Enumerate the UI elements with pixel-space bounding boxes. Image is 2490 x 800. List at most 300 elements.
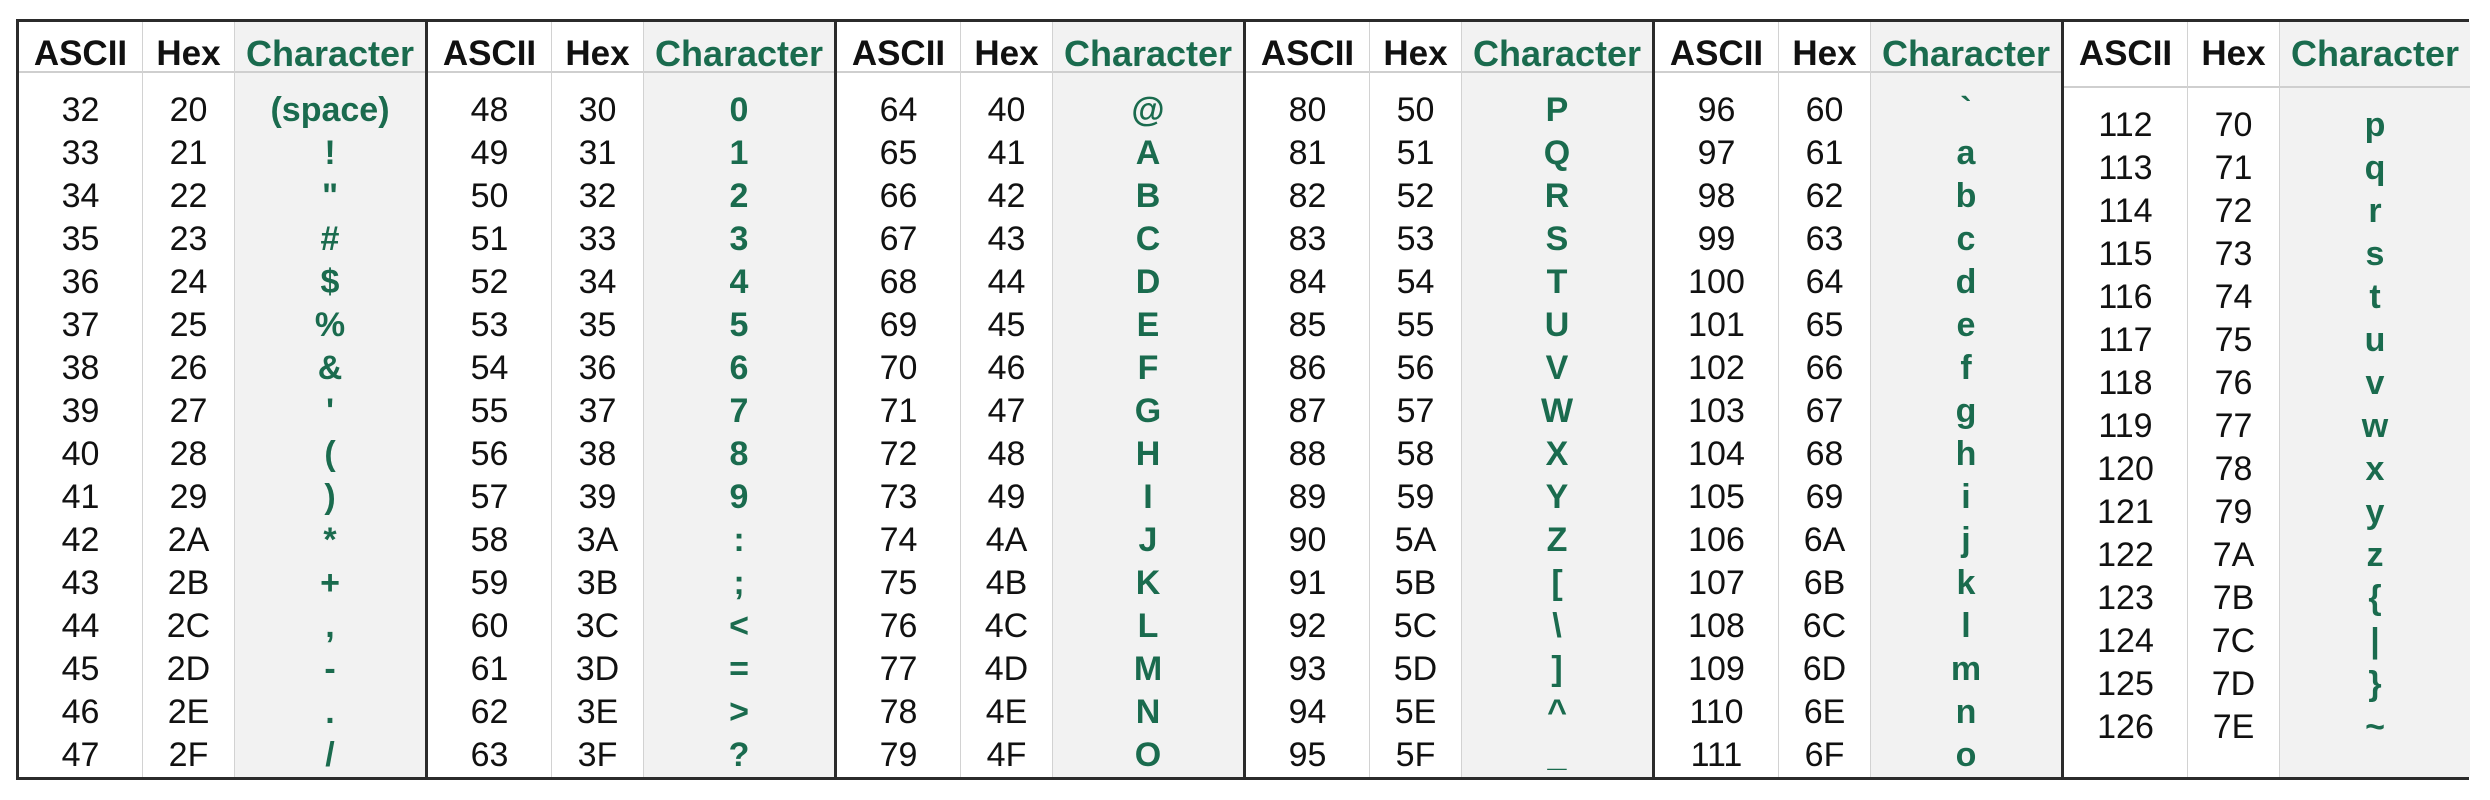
hex-cell: 24 [169,263,208,301]
char-cell: T [1546,263,1568,301]
column-header-ascii: ASCII [1246,22,1369,73]
char-cell: + [320,564,340,602]
hex-cell: 2A [167,521,210,559]
hex-cell: 5E [1394,693,1437,731]
column-body [1871,73,2061,777]
hex-cell: 68 [1805,435,1844,473]
hex-cell: 5C [1393,607,1438,645]
column-char [2280,22,2470,777]
ascii-cell: 38 [61,349,100,387]
hex-cell: 58 [1396,435,1435,473]
char-cell: J [1138,521,1158,559]
ascii-cell: 92 [1288,607,1327,645]
hex-cell: 74 [2214,278,2253,316]
column-header-hex: Hex [961,22,1052,73]
hex-cell: 70 [2214,106,2253,144]
ascii-cell: 76 [879,607,918,645]
char-cell: _ [1547,736,1567,774]
hex-cell: 61 [1805,134,1844,172]
char-cell: Y [1545,478,1569,516]
column-char [1053,22,1243,777]
ascii-cell: 126 [2097,708,2154,746]
char-cell: (space) [270,91,390,129]
char-cell: c [1956,220,1976,258]
char-cell: # [320,220,340,258]
char-cell: j [1961,521,1971,559]
ascii-cell: 83 [1288,220,1327,258]
column-header-char: Character [2280,22,2470,88]
column-header-char: Character [235,22,425,73]
column-char [1871,22,2061,777]
ascii-cell: 115 [2098,235,2153,273]
char-cell: y [2365,493,2385,531]
ascii-cell: 111 [1690,736,1743,774]
char-cell: e [1956,306,1976,344]
char-cell: , [325,607,335,645]
column-ascii [1655,22,1779,777]
char-cell: f [1960,349,1972,387]
char-cell: : [733,521,745,559]
ascii-cell: 75 [879,564,918,602]
ascii-cell: 97 [1697,134,1736,172]
ascii-cell: 80 [1288,91,1327,129]
char-cell: ' [325,392,335,430]
char-cell: M [1133,650,1163,688]
hex-cell: 48 [987,435,1026,473]
ascii-cell: 93 [1288,650,1327,688]
column-char [235,22,425,777]
ascii-cell: 86 [1288,349,1327,387]
column-hex [1779,22,1871,777]
char-cell: P [1545,91,1569,129]
char-cell: @ [1131,91,1165,129]
hex-cell: 37 [578,392,617,430]
column-header-hex: Hex [143,22,234,73]
char-cell: [ [1551,564,1563,602]
char-cell: 0 [729,91,749,129]
hex-cell: 31 [578,134,617,172]
column-body [1779,73,1870,777]
hex-cell: 5A [1394,521,1437,559]
char-cell: | [2370,622,2380,660]
char-cell: z [2366,536,2384,574]
char-cell: = [729,650,749,688]
ascii-cell: 110 [1689,693,1744,731]
hex-cell: 63 [1805,220,1844,258]
char-cell: ) [324,478,336,516]
hex-cell: 52 [1396,177,1435,215]
hex-cell: 3C [575,607,620,645]
hex-cell: 7B [2212,579,2255,617]
hex-cell: 59 [1396,478,1435,516]
hex-cell: 57 [1396,392,1435,430]
ascii-cell: 84 [1288,263,1327,301]
hex-cell: 27 [169,392,208,430]
ascii-cell: 60 [470,607,509,645]
ascii-cell: 56 [470,435,509,473]
ascii-cell: 72 [879,435,918,473]
ascii-cell: 79 [879,736,918,774]
hex-cell: 6B [1803,564,1846,602]
char-cell: ! [324,134,336,172]
ascii-cell: 34 [61,177,100,215]
ascii-cell: 74 [879,521,918,559]
ascii-cell: 40 [61,435,100,473]
column-hex [1370,22,1462,777]
hex-cell: 50 [1396,91,1435,129]
column-header-hex: Hex [1779,22,1870,73]
hex-cell: 4D [984,650,1029,688]
hex-cell: 21 [169,134,208,172]
hex-cell: 33 [578,220,617,258]
hex-cell: 29 [169,478,208,516]
ascii-cell: 87 [1288,392,1327,430]
char-cell: G [1134,392,1162,430]
ascii-cell: 59 [470,564,509,602]
ascii-cell: 117 [2098,321,2153,359]
column-body [143,73,234,777]
char-cell: Q [1543,134,1571,172]
char-cell: s [2365,235,2385,273]
column-hex [961,22,1053,777]
ascii-cell: 67 [879,220,918,258]
column-body [552,73,643,777]
hex-cell: 4F [986,736,1027,774]
hex-cell: 56 [1396,349,1435,387]
ascii-table [16,19,2469,780]
char-cell: ^ [1547,693,1567,731]
char-cell: E [1136,306,1160,344]
char-cell: a [1956,134,1976,172]
ascii-cell: 113 [2098,149,2153,187]
char-cell: h [1955,435,1977,473]
ascii-cell: 51 [470,220,509,258]
hex-cell: 3A [576,521,619,559]
hex-cell: 4C [984,607,1029,645]
ascii-cell: 100 [1688,263,1745,301]
char-cell: . [325,693,335,731]
column-hex [2188,22,2280,777]
ascii-cell: 66 [879,177,918,215]
hex-cell: 3D [575,650,620,688]
hex-cell: 7C [2211,622,2256,660]
char-cell: > [729,693,749,731]
table-group-5 [1655,22,2064,777]
column-body [1462,73,1652,777]
char-cell: $ [320,263,340,301]
hex-cell: 65 [1805,306,1844,344]
char-cell: b [1955,177,1977,215]
ascii-cell: 45 [61,650,100,688]
hex-cell: 5F [1395,736,1436,774]
column-char [1462,22,1652,777]
ascii-cell: 124 [2097,622,2154,660]
ascii-cell: 49 [470,134,509,172]
hex-cell: 34 [578,263,617,301]
column-hex [143,22,235,777]
hex-cell: 25 [169,306,208,344]
hex-cell: 6F [1804,736,1845,774]
ascii-cell: 104 [1688,435,1745,473]
hex-cell: 43 [987,220,1026,258]
ascii-cell: 81 [1288,134,1327,172]
hex-cell: 30 [578,91,617,129]
ascii-cell: 47 [61,736,100,774]
ascii-cell: 119 [2098,407,2153,445]
char-cell: m [1950,650,1982,688]
ascii-cell: 36 [61,263,100,301]
ascii-cell: 118 [2098,364,2153,402]
ascii-cell: 98 [1697,177,1736,215]
hex-cell: 2D [166,650,211,688]
ascii-cell: 94 [1288,693,1327,731]
ascii-cell: 77 [879,650,918,688]
char-cell: 7 [729,392,749,430]
ascii-cell: 46 [61,693,100,731]
table-group-1 [19,22,428,777]
char-cell: ~ [2365,708,2385,746]
hex-cell: 20 [169,91,208,129]
hex-cell: 28 [169,435,208,473]
ascii-cell: 71 [879,392,918,430]
hex-cell: 55 [1396,306,1435,344]
hex-cell: 2C [166,607,211,645]
char-cell: l [1961,607,1971,645]
ascii-cell: 96 [1697,91,1736,129]
ascii-cell: 61 [470,650,509,688]
char-cell: ( [324,435,336,473]
hex-cell: 51 [1396,134,1435,172]
hex-cell: 3E [576,693,619,731]
ascii-cell: 102 [1688,349,1745,387]
ascii-cell: 43 [61,564,100,602]
column-body [2280,88,2470,749]
hex-cell: 3B [576,564,619,602]
column-header-ascii: ASCII [428,22,551,73]
column-body [837,73,960,777]
char-cell: \ [1552,607,1562,645]
ascii-cell: 95 [1288,736,1327,774]
column-ascii [2064,22,2188,777]
char-cell: & [317,349,343,387]
column-header-char: Character [1053,22,1243,73]
hex-cell: 67 [1805,392,1844,430]
hex-cell: 75 [2214,321,2253,359]
char-cell: i [1961,478,1971,516]
hex-cell: 41 [987,134,1026,172]
char-cell: L [1137,607,1159,645]
ascii-cell: 53 [470,306,509,344]
ascii-cell: 37 [61,306,100,344]
ascii-cell: 89 [1288,478,1327,516]
char-cell: 8 [729,435,749,473]
column-body [961,73,1052,777]
ascii-cell: 121 [2097,493,2154,531]
ascii-cell: 57 [470,478,509,516]
ascii-cell: 90 [1288,521,1327,559]
char-cell: % [314,306,346,344]
hex-cell: 77 [2214,407,2253,445]
char-cell: S [1545,220,1569,258]
char-cell: 5 [729,306,749,344]
char-cell: n [1955,693,1977,731]
ascii-cell: 33 [61,134,100,172]
hex-cell: 66 [1805,349,1844,387]
hex-cell: 38 [578,435,617,473]
table-group-4 [1246,22,1655,777]
char-cell: 1 [729,134,749,172]
ascii-cell: 82 [1288,177,1327,215]
char-cell: o [1955,736,1977,774]
hex-cell: 73 [2214,235,2253,273]
char-cell: x [2365,450,2385,488]
hex-cell: 6E [1803,693,1846,731]
ascii-cell: 55 [470,392,509,430]
char-cell: W [1540,392,1574,430]
ascii-cell: 44 [61,607,100,645]
ascii-cell: 48 [470,91,509,129]
hex-cell: 45 [987,306,1026,344]
char-cell: q [2364,149,2386,187]
ascii-cell: 69 [879,306,918,344]
char-cell: " [321,177,339,215]
hex-cell: 76 [2214,364,2253,402]
ascii-cell: 125 [2097,665,2154,703]
column-body [2188,88,2279,749]
hex-cell: 4B [985,564,1028,602]
column-body [1053,73,1243,777]
char-cell: 6 [729,349,749,387]
ascii-cell: 109 [1688,650,1745,688]
hex-cell: 54 [1396,263,1435,301]
column-header-char: Character [1871,22,2061,73]
ascii-cell: 106 [1688,521,1745,559]
hex-cell: 4A [985,521,1028,559]
hex-cell: 47 [987,392,1026,430]
column-header-ascii: ASCII [19,22,142,73]
ascii-cell: 114 [2098,192,2153,230]
hex-cell: 5D [1393,650,1438,688]
char-cell: / [325,736,335,774]
column-body [428,73,551,777]
ascii-cell: 99 [1697,220,1736,258]
char-cell: B [1135,177,1161,215]
hex-cell: 42 [987,177,1026,215]
char-cell: C [1135,220,1161,258]
hex-cell: 36 [578,349,617,387]
char-cell: 2 [729,177,749,215]
hex-cell: 6C [1802,607,1847,645]
hex-cell: 35 [578,306,617,344]
ascii-cell: 120 [2097,450,2154,488]
char-cell: g [1955,392,1977,430]
ascii-cell: 68 [879,263,918,301]
hex-cell: 6A [1803,521,1846,559]
char-cell: U [1544,306,1570,344]
char-cell: t [2369,278,2381,316]
char-cell: < [729,607,749,645]
hex-cell: 2E [167,693,210,731]
column-body [19,73,142,777]
ascii-cell: 105 [1688,478,1745,516]
column-header-char: Character [644,22,834,73]
char-cell: u [2364,321,2386,359]
ascii-cell: 73 [879,478,918,516]
hex-cell: 4E [985,693,1028,731]
hex-cell: 7D [2211,665,2256,703]
ascii-cell: 116 [2098,278,2153,316]
char-cell: D [1135,263,1161,301]
column-header-ascii: ASCII [837,22,960,73]
column-ascii [1246,22,1370,777]
char-cell: - [324,650,336,688]
hex-cell: 44 [987,263,1026,301]
char-cell: 9 [729,478,749,516]
ascii-cell: 88 [1288,435,1327,473]
hex-cell: 5B [1394,564,1437,602]
char-cell: R [1544,177,1570,215]
char-cell: X [1545,435,1569,473]
char-cell: w [2361,407,2389,445]
ascii-cell: 63 [470,736,509,774]
char-cell: v [2365,364,2385,402]
column-header-hex: Hex [552,22,643,73]
hex-cell: 62 [1805,177,1844,215]
ascii-cell: 62 [470,693,509,731]
column-ascii [428,22,552,777]
ascii-cell: 112 [2098,106,2153,144]
char-cell: ? [728,736,750,774]
column-body [644,73,834,777]
char-cell: 3 [729,220,749,258]
char-cell: F [1137,349,1159,387]
hex-cell: 7E [2212,708,2255,746]
hex-cell: 39 [578,478,617,516]
ascii-cell: 122 [2097,536,2154,574]
char-cell: } [2368,665,2382,703]
ascii-cell: 85 [1288,306,1327,344]
hex-cell: 72 [2214,192,2253,230]
hex-cell: 49 [987,478,1026,516]
column-body [2064,88,2187,749]
ascii-cell: 41 [61,478,100,516]
hex-cell: 69 [1805,478,1844,516]
ascii-cell: 52 [470,263,509,301]
hex-cell: 2F [168,736,209,774]
hex-cell: 78 [2214,450,2253,488]
char-cell: p [2364,106,2386,144]
hex-cell: 7A [2212,536,2255,574]
char-cell: ; [733,564,745,602]
char-cell: N [1135,693,1161,731]
table-group-2 [428,22,837,777]
column-ascii [837,22,961,777]
hex-cell: 2B [167,564,210,602]
column-header-ascii: ASCII [2064,22,2187,88]
column-body [235,73,425,777]
table-group-6 [2064,22,2470,777]
ascii-cell: 32 [61,91,100,129]
table-group-3 [837,22,1246,777]
hex-cell: 32 [578,177,617,215]
ascii-cell: 101 [1688,306,1745,344]
column-body [1655,73,1778,777]
char-cell: O [1134,736,1162,774]
column-char [644,22,834,777]
hex-cell: 60 [1805,91,1844,129]
ascii-cell: 54 [470,349,509,387]
ascii-cell: 108 [1688,607,1745,645]
